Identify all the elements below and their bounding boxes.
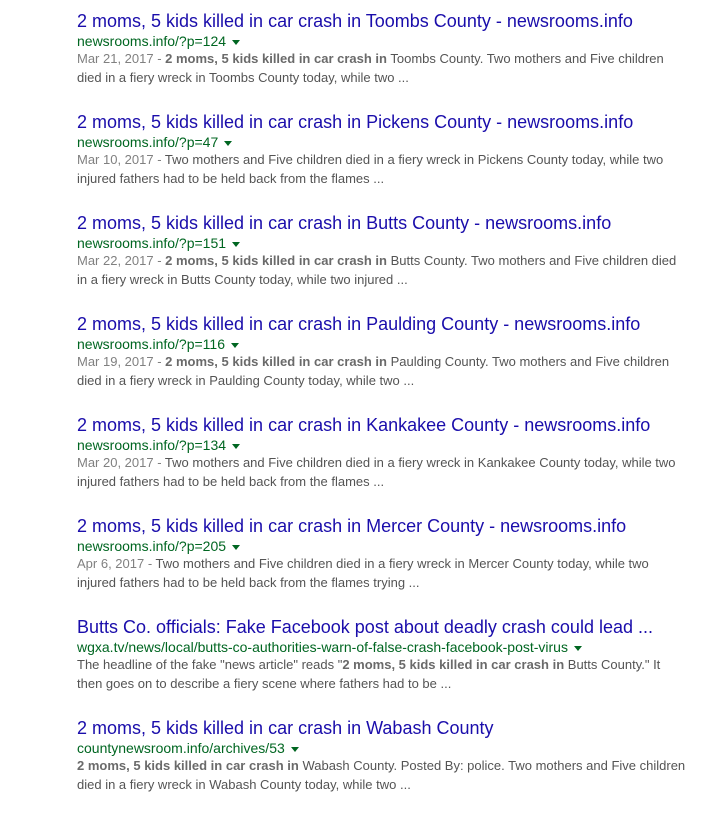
search-result — [77, 212, 687, 313]
result-url: countynewsroom.info/archives/53 — [77, 740, 285, 756]
caret-down-icon[interactable] — [231, 343, 239, 348]
result-url: newsrooms.info/?p=205 — [77, 538, 227, 554]
result-url: newsrooms.info/?p=124 — [77, 33, 227, 49]
result-url: newsrooms.info/?p=151 — [77, 235, 227, 251]
result-snippet — [77, 656, 687, 693]
result-snippet — [77, 353, 687, 390]
search-result — [77, 717, 687, 818]
result-snippet — [77, 454, 687, 491]
result-url: wgxa.tv/news/local/butts-co-authorities-warn-of-false-crash-facebook-post-virus — [77, 639, 568, 655]
result-snippet — [77, 151, 687, 188]
snippet-highlight: 2 moms, 5 kids killed in car crash in — [165, 354, 387, 369]
result-url-row — [77, 739, 687, 757]
result-date: Mar 22, 2017 - — [77, 253, 166, 268]
result-url: newsrooms.info/?p=47 — [77, 134, 219, 150]
snippet-text: Wabash County. Posted By: police. Two mothers and Five children died in a fiery wreck in Wabash County today, while two ... — [77, 758, 686, 792]
search-result — [77, 616, 687, 717]
result-snippet — [77, 555, 687, 592]
result-title-link[interactable]: Butts Co. officials: Fake Facebook post about deadly crash could lead ... — [77, 617, 653, 637]
search-result — [77, 10, 687, 111]
snippet-text-pre: The headline of the fake "news article" reads " — [77, 657, 343, 672]
result-url-row — [77, 638, 687, 656]
result-title-link[interactable]: 2 moms, 5 kids killed in car crash in Toombs County - newsrooms.info — [77, 11, 633, 31]
snippet-highlight: 2 moms, 5 kids killed in car crash in — [165, 253, 387, 268]
result-date: Mar 19, 2017 - — [77, 354, 166, 369]
caret-down-icon[interactable] — [291, 747, 299, 752]
result-title-link[interactable]: 2 moms, 5 kids killed in car crash in Wabash County — [77, 718, 494, 738]
result-title-link[interactable]: 2 moms, 5 kids killed in car crash in Butts County - newsrooms.info — [77, 213, 612, 233]
result-url-row — [77, 335, 687, 353]
snippet-text: Butts County. Two mothers and Five children died in a fiery wreck in Butts County today, while two injured ... — [77, 253, 677, 287]
result-url-row — [77, 436, 687, 454]
result-title-link[interactable]: 2 moms, 5 kids killed in car crash in Kankakee County - newsrooms.info — [77, 415, 651, 435]
search-result — [77, 111, 687, 212]
result-url: newsrooms.info/?p=116 — [77, 336, 225, 352]
snippet-text: Two mothers and Five children died in a fiery wreck in Pickens County today, while two injured fathers had to be held back from the flames ... — [77, 152, 664, 186]
result-date: Mar 20, 2017 - — [77, 455, 165, 470]
result-title-link[interactable]: 2 moms, 5 kids killed in car crash in Pickens County - newsrooms.info — [77, 112, 634, 132]
snippet-text: Paulding County. Two mothers and Five children died in a fiery wreck in Paulding County today, while two ... — [77, 354, 670, 388]
snippet-highlight: 2 moms, 5 kids killed in car crash in — [342, 657, 565, 672]
caret-down-icon[interactable] — [232, 444, 240, 449]
snippet-highlight: 2 moms, 5 kids killed in car crash in — [77, 758, 299, 773]
result-url-row — [77, 234, 687, 252]
result-title-link[interactable]: 2 moms, 5 kids killed in car crash in Mercer County - newsrooms.info — [77, 516, 627, 536]
snippet-highlight: 2 moms, 5 kids killed in car crash in — [165, 51, 387, 66]
search-result — [77, 414, 687, 515]
result-url-row — [77, 537, 687, 555]
snippet-text: Butts County." It then goes on to describe a fiery scene where fathers had to be ... — [77, 657, 661, 691]
result-url-row — [77, 32, 687, 50]
result-url-row — [77, 133, 687, 151]
snippet-text: Two mothers and Five children died in a fiery wreck in Kankakee County today, while two injured fathers had to be held back from the flames ... — [77, 455, 676, 489]
caret-down-icon[interactable] — [232, 40, 240, 45]
caret-down-icon[interactable] — [574, 646, 582, 651]
caret-down-icon[interactable] — [232, 545, 240, 550]
snippet-text: Two mothers and Five children died in a fiery wreck in Mercer County today, while two injured fathers had to be held back from the flames trying ... — [77, 556, 649, 590]
caret-down-icon[interactable] — [224, 141, 232, 146]
search-result — [77, 313, 687, 414]
result-date: Mar 21, 2017 - — [77, 51, 166, 66]
result-snippet — [77, 757, 687, 794]
search-result — [77, 515, 687, 616]
result-date: Mar 10, 2017 - — [77, 152, 165, 167]
result-url: newsrooms.info/?p=134 — [77, 437, 227, 453]
caret-down-icon[interactable] — [232, 242, 240, 247]
snippet-text: Toombs County. Two mothers and Five children died in a fiery wreck in Toombs County today, while two ... — [77, 51, 664, 85]
result-title-link[interactable]: 2 moms, 5 kids killed in car crash in Paulding County - newsrooms.info — [77, 314, 641, 334]
result-snippet — [77, 50, 687, 87]
result-date: Apr 6, 2017 - — [77, 556, 156, 571]
result-snippet — [77, 252, 687, 289]
